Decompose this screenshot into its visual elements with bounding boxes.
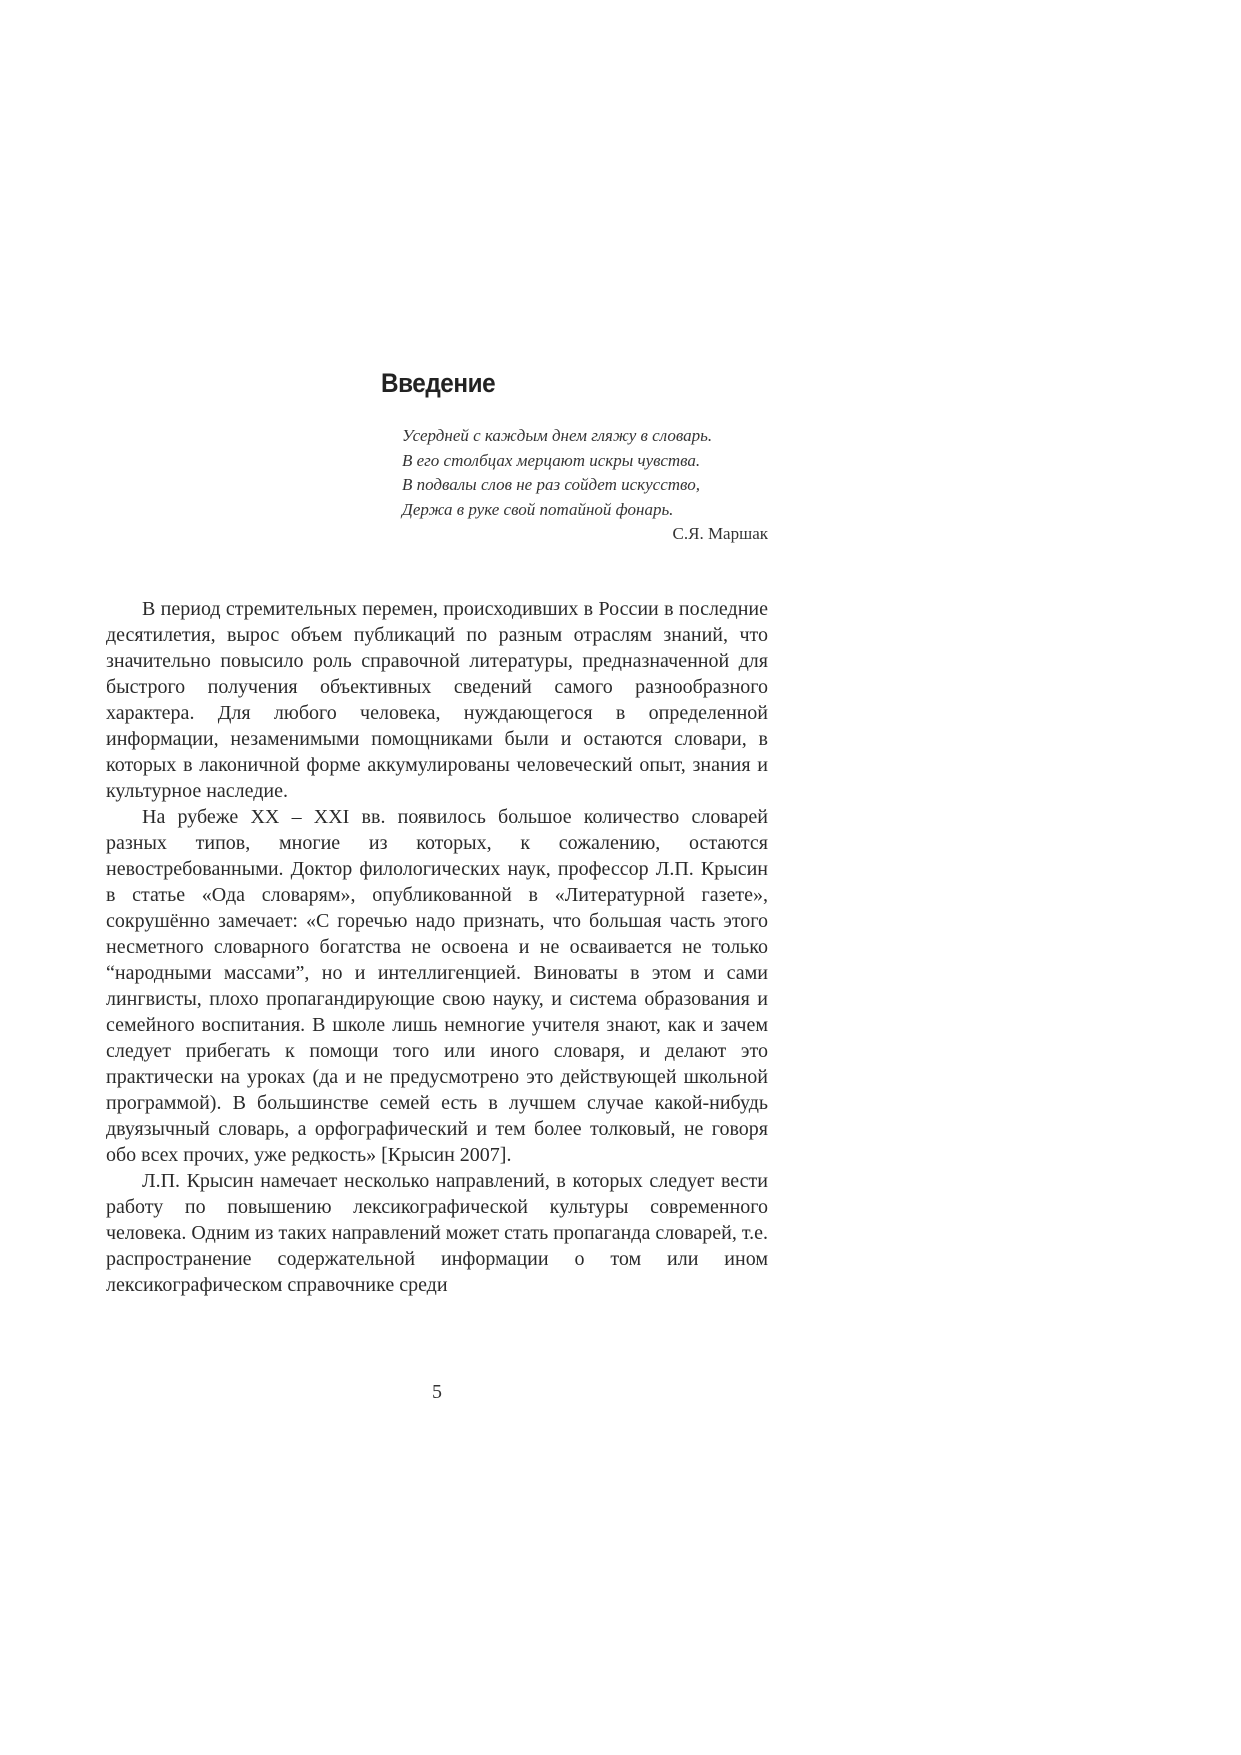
epigraph-line: Усердней с каждым днем гляжу в словарь. <box>402 426 713 445</box>
paragraph: Л.П. Крысин намечает несколько направлений, в которых следует вести работу по повышению лексикографической культуры современного человека. Одним из таких направлений может стать пропаганда словарей, т.е. распространение содержательной информации о том или ином лексикографическом справочнике среди <box>106 1170 768 1296</box>
epigraph-line: В его столбцах мерцают искры чувства. <box>402 450 701 470</box>
paragraph: В период стремительных перемен, происходивших в России в последние десятилетия, вырос объем публикаций по разным отраслям знаний, что значительно повысило роль справочной литературы, предназначенной для быстрого получения объективных сведений самого разнообразного характера. Для любого человека, нуждающегося в определенной информации, незаменимыми помощниками были и остаются словари, в которых в лаконичной форме аккумулированы человеческий опыт, знания и культурное наследие. <box>106 598 768 802</box>
page-number: 5 <box>432 1381 442 1403</box>
chapter-heading: Введение <box>381 368 496 398</box>
paragraph: На рубеже XX – XXI вв. появилось большое количество словарей разных типов, многие из которых, к сожалению, остаются невостребованными. Доктор филологических наук, профессор Л.П. Крысин в статье «Ода словарям», опубликованной в «Литературной газете», сокрушённо замечает: «С горечью надо признать, что большая часть этого несметного словарного богатства не освоена и не осваивается не только “народными массами”, но и интеллигенцией. Виноваты в этом и сами лингвисты, плохо пропагандирующие свою науку, и система образования и семейного воспитания. В школе лишь немногие учителя знают, как и зачем следует прибегать к помощи того или иного словаря, и делают это практически на уроках (да и не предусмотрено это действующей школьной программой). В большинстве семей есть в лучшем случае какой-нибудь двуязычный словарь, а орфографический и тем более толковый, не говоря обо всех прочих, уже редкость» [Крысин 2007]. <box>106 806 768 1166</box>
epigraph-author: С.Я. Маршак <box>672 524 768 543</box>
epigraph <box>402 424 773 522</box>
epigraph-line: Держа в руке свой потайной фонарь. <box>402 499 674 519</box>
body-text <box>106 596 768 1298</box>
epigraph-line: В подвалы слов не раз сойдет искусство, <box>402 475 700 494</box>
